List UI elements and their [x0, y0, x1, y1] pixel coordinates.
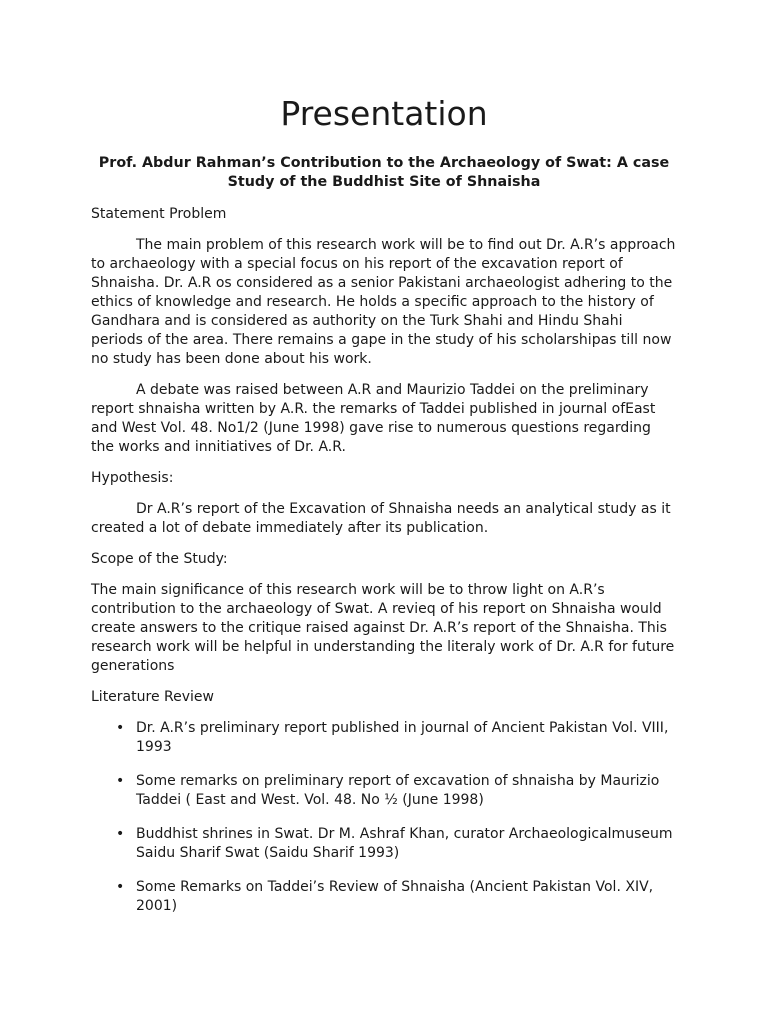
hypothesis-paragraph: Dr A.R’s report of the Excavation of Shnaisha needs an analytical study as it created a lot of debate immediately after its publication.: [91, 501, 671, 536]
statement-paragraph-1: The main problem of this research work will be to find out Dr. A.R’s approach to archaeology with a special focus on his report of the excavation report of Shnaisha. Dr. A.R os considered as a senior Pakistani archaeologist adhering to the ethics of knowledge and research. He holds a specific approach to the history of Gandhara and is considered as authority on the Turk Shahi and Hindu Shahi periods of the area. There remains a gape in the study of his scholarshipas till now no study has been done about his work.: [91, 237, 676, 367]
literature-review-heading: Literature Review: [91, 689, 214, 705]
bullet-icon: •: [116, 826, 125, 842]
document-title: Presentation: [280, 94, 488, 133]
bullet-icon: •: [116, 773, 125, 789]
list-item-text: Buddhist shrines in Swat. Dr M. Ashraf Khan, curator Archaeologicalmuseum Saidu Sharif Swat (Saidu Sharif 1993): [136, 826, 673, 861]
statement-problem-heading: Statement Problem: [91, 206, 227, 222]
literature-list: [91, 719, 677, 916]
bullet-icon: •: [116, 720, 125, 736]
bullet-icon: •: [116, 879, 125, 895]
list-item: [91, 878, 677, 916]
list-item: [91, 772, 677, 810]
document-subtitle: Prof. Abdur Rahman’s Contribution to the Archaeology of Swat: A case Study of the Buddhist Site of Shnaisha: [98, 155, 670, 190]
list-item: [91, 719, 677, 757]
hypothesis-heading: Hypothesis:: [91, 470, 174, 486]
scope-paragraph: The main significance of this research work will be to throw light on A.R’s contribution to the archaeology of Swat. A revieq of his report on Shnaisha would create answers to the critique raised against Dr. A.R’s report of the Shnaisha. This research work will be helpful in understanding the literaly work of Dr. A.R for future generations: [91, 582, 675, 674]
statement-paragraph-2: A debate was raised between A.R and Maurizio Taddei on the preliminary report shnaisha written by A.R. the remarks of Taddei published in journal ofEast and West Vol. 48. No1/2 (June 1998) gave rise to numerous questions regarding the works and innitiatives of Dr. A.R.: [91, 382, 656, 455]
list-item: [91, 825, 677, 863]
list-item-text: Some Remarks on Taddei’s Review of Shnaisha (Ancient Pakistan Vol. XIV, 2001): [136, 879, 654, 914]
list-item-text: Dr. A.R’s preliminary report published in journal of Ancient Pakistan Vol. VIII, 1993: [136, 720, 669, 755]
list-item-text: Some remarks on preliminary report of excavation of shnaisha by Maurizio Taddei ( East and West. Vol. 48. No ½ (June 1998): [136, 773, 660, 808]
scope-heading: Scope of the Study:: [91, 551, 228, 567]
